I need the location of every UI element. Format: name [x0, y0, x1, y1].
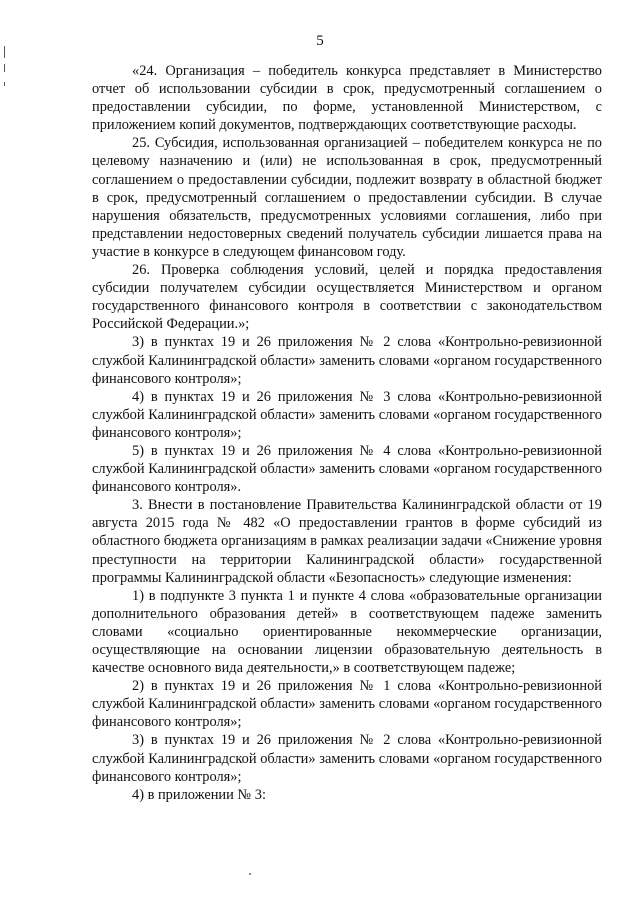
document-body — [92, 62, 602, 804]
scan-margin-mark — [4, 64, 5, 72]
scan-margin-mark — [4, 82, 5, 86]
paragraph-subitem-3b: 3) в пунктах 19 и 26 приложения № 2 слова «Контрольно-ревизионной службой Калининградской области» заменить словами «органом государственного финансового контроля»; — [92, 732, 602, 785]
paragraph-item-24: «24. Организация – победитель конкурса представляет в Министерство отчет об использовании субсидии в срок, предусмотренный соглашением о предоставлении субсидии, по форме, установленной Министерством, с приложением копий документов, подтверждающих соответствующие расходы. — [92, 63, 602, 134]
scan-artifact-dot — [249, 873, 251, 875]
paragraph-item-26: 26. Проверка соблюдения условий, целей и порядка предоставления субсидии получателем субсидии осуществляется Министерством и органом государственного финансового контроля в соответствии с законодательством Российской Федерации.»; — [92, 262, 602, 333]
paragraph-subitem-4b: 4) в приложении № 3: — [132, 786, 266, 803]
paragraph-subitem-5: 5) в пунктах 19 и 26 приложения № 4 слова «Контрольно-ревизионной службой Калининградской области» заменить словами «органом государственного финансового контроля». — [92, 442, 602, 496]
paragraph-section-3: 3. Внести в постановление Правительства Калининградской области от 19 августа 2015 года № 482 «О предоставлении грантов в форме субсидий из областного бюджета организациям в рамках реализации задачи «Снижение уровня преступности на территории Калининградской области» государственной программы Калининградской области «Безопасность» следующие изменения: — [92, 497, 602, 586]
page-number: 5 — [316, 33, 324, 49]
paragraph-subitem-2: 2) в пунктах 19 и 26 приложения № 1 слова «Контрольно-ревизионной службой Калининградской области» заменить словами «органом государственного финансового контроля»; — [92, 678, 602, 731]
paragraph-subitem-1: 1) в подпункте 3 пункта 1 и пункте 4 слова «образовательные организации дополнительного образования детей» в соответствующем падеже заменить словами «социально ориентированные некоммерческие организации, осуществляющие на основании лицензии образовательную деятельность в качестве основного вида деятельности,» в соответствующем падеже; — [92, 587, 602, 677]
paragraph-subitem-3: 3) в пунктах 19 и 26 приложения № 2 слова «Контрольно-ревизионной службой Калининградской области» заменить словами «органом государственного финансового контроля»; — [92, 334, 602, 387]
paragraph-item-25: 25. Субсидия, использованная организацией – победителем конкурса не по целевому назначению и (или) не использованная в срок, предусмотренный соглашением о предоставлении субсидии, подлежит возврату в областной бюджет в срок, предусмотренный соглашением о предоставлении субсидии. В случае нарушения обязательств, предусмотренных условиями соглашения, либо при представлении недостоверных сведений получатель субсидии лишается права на участие в конкурсе в следующем финансовом году. — [92, 135, 602, 260]
paragraph-subitem-4: 4) в пунктах 19 и 26 приложения № 3 слова «Контрольно-ревизионной службой Калининградской области» заменить словами «органом государственного финансового контроля»; — [92, 388, 602, 441]
